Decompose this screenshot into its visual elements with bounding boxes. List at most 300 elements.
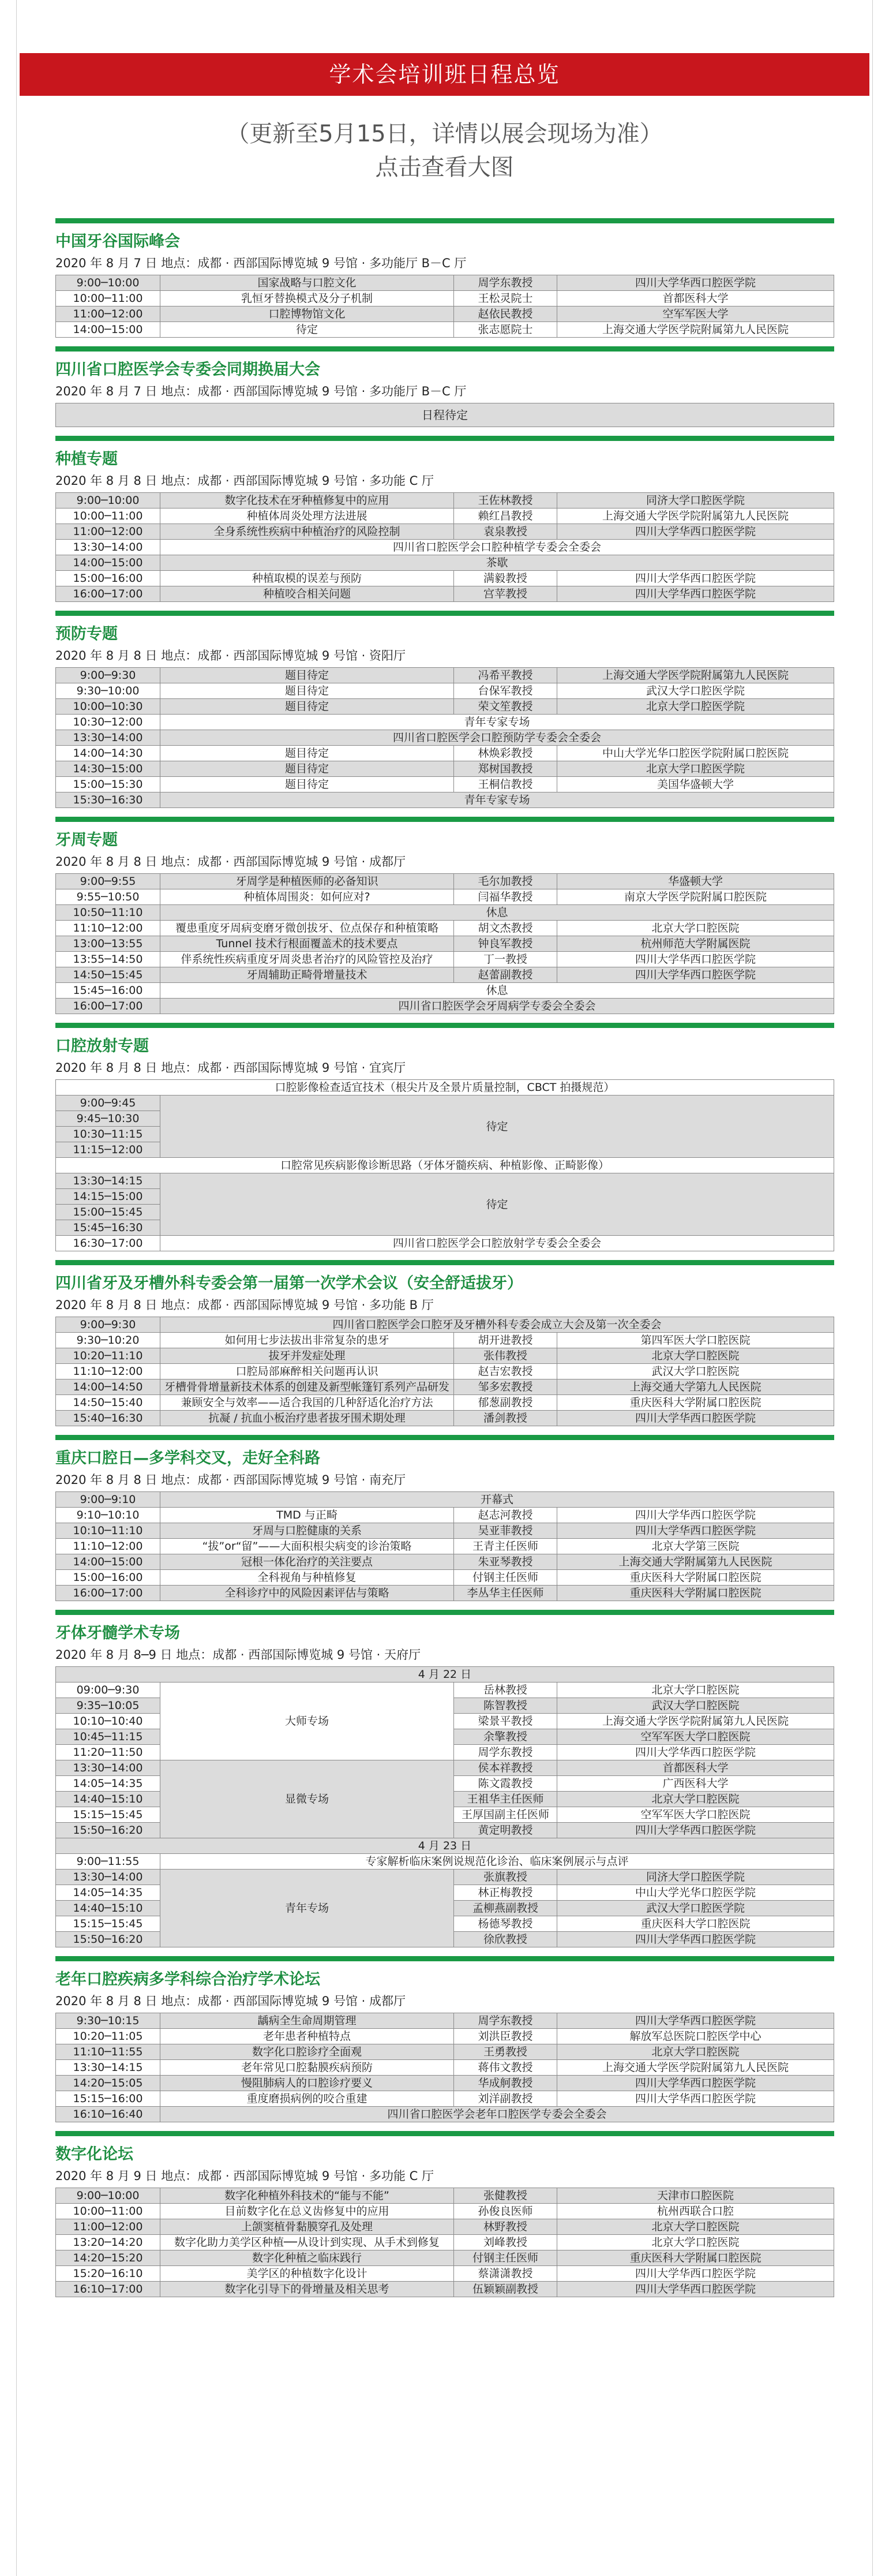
table-cell: 上海交通大学医学院附属第九人民医院: [557, 2060, 834, 2076]
schedule-section: [55, 2131, 834, 2297]
table-row: [56, 715, 834, 730]
table-cell: 休息: [160, 983, 834, 999]
table-cell: 兼顾安全与效率——适合我国的几种舒适化治疗方法: [160, 1395, 454, 1411]
pending-note: 日程待定: [55, 403, 834, 427]
table-cell: 拔牙并发症处理: [160, 1348, 454, 1364]
table-cell: 13:55─14:50: [56, 952, 160, 967]
table-cell: 天津市口腔医院: [557, 2188, 834, 2204]
table-cell: 种植体周围炎：如何应对?: [160, 889, 454, 905]
table-cell: 丁一教授: [454, 952, 557, 967]
table-row: [56, 291, 834, 306]
schedule-table: [55, 492, 834, 602]
table-row: [56, 1395, 834, 1411]
table-row: [56, 746, 834, 761]
table-row: [56, 1570, 834, 1586]
table-cell: 大师专场: [160, 1683, 454, 1760]
table-cell: 慢阻肺病人的口腔诊疗要义: [160, 2076, 454, 2091]
table-cell: 15:50─16:20: [56, 1932, 160, 1947]
table-cell: 刘洪臣教授: [454, 2029, 557, 2044]
table-row: [56, 983, 834, 999]
table-cell: 北京大学口腔医院: [557, 2235, 834, 2250]
table-cell: 14:15─15:00: [56, 1189, 160, 1205]
table-cell: 陈智教授: [454, 1698, 557, 1714]
table-cell: 武汉大学口腔医学院: [557, 1901, 834, 1916]
section-info: 2020 年 8 月 8 日 地点：成都 · 西部国际博览城 9 号馆 · 宜宾厅: [55, 1061, 406, 1075]
table-cell: 14:20─15:20: [56, 2250, 160, 2266]
section-divider: [55, 1956, 834, 1961]
table-cell: 北京大学口腔医院: [557, 1683, 834, 1698]
table-cell: 目前数字化在总义齿修复中的应用: [160, 2204, 454, 2219]
table-row: [56, 1586, 834, 1601]
table-cell: 16:10─17:00: [56, 2282, 160, 2297]
table-cell: 四川大学华西口腔医学院: [557, 1932, 834, 1947]
table-cell: 周学东教授: [454, 275, 557, 291]
table-cell: 13:30─14:00: [56, 540, 160, 555]
table-cell: 待定: [160, 1096, 834, 1158]
table-row: [56, 905, 834, 921]
table-cell: 伍颖颖副教授: [454, 2282, 557, 2297]
table-row: [56, 1539, 834, 1554]
table-cell: 10:00─11:00: [56, 291, 160, 306]
table-cell: 四川大学华西口腔医学院: [557, 524, 834, 540]
table-cell: 华盛顿大学: [557, 874, 834, 889]
table-cell: 青年专场: [160, 1870, 454, 1947]
table-cell: 王青主任医师: [454, 1539, 557, 1554]
view-large-link[interactable]: 点击查看大图: [375, 154, 514, 181]
table-row: [56, 524, 834, 540]
table-cell: 四川省口腔医学会口腔预防学专委会全委会: [160, 730, 834, 746]
table-cell: 16:00─17:00: [56, 1586, 160, 1601]
table-cell: 全身系统性疾病中种植治疗的风险控制: [160, 524, 454, 540]
table-cell: 孙俊良医师: [454, 2204, 557, 2219]
table-cell: 四川大学华西口腔医学院: [557, 586, 834, 602]
schedule-table: [55, 1079, 834, 1251]
table-cell: 四川大学华西口腔医学院: [557, 1411, 834, 1426]
table-cell: 四川大学华西口腔医学院: [557, 275, 834, 291]
table-cell: 11:10─12:00: [56, 1364, 160, 1379]
table-cell: 15:15─15:45: [56, 1916, 160, 1932]
table-cell: 16:00─17:00: [56, 999, 160, 1014]
table-cell: 郑树国教授: [454, 761, 557, 777]
table-cell: 15:00─16:00: [56, 571, 160, 586]
table-cell: 16:00─17:00: [56, 586, 160, 602]
table-cell: 台保军教授: [454, 683, 557, 699]
table-row: [56, 509, 834, 524]
table-cell: 刘峰教授: [454, 2235, 557, 2250]
table-cell: 15:00─16:00: [56, 1570, 160, 1586]
table-cell: 11:15─12:00: [56, 1142, 160, 1158]
table-cell: 空军军医大学口腔医院: [557, 1729, 834, 1745]
table-cell: 种植取模的误差与预防: [160, 571, 454, 586]
table-cell: 口腔影像检查适宜技术（根尖片及全景片质量控制，CBCT 拍摄规范）: [56, 1080, 834, 1096]
section-title: 老年口腔疾病多学科综合治疗学术论坛: [55, 1971, 320, 1988]
table-row: [56, 921, 834, 936]
table-cell: 林野教授: [454, 2219, 557, 2235]
table-cell: 上海交通大学医学院附属第九人民医院: [557, 668, 834, 683]
table-cell: 专家解析临床案例说规范化诊治、临床案例展示与点评: [160, 1854, 834, 1870]
table-cell: 老年患者种植特点: [160, 2029, 454, 2044]
section-divider: [55, 2131, 834, 2136]
table-cell: 青年专家专场: [160, 715, 834, 730]
table-cell: 付钢主任医师: [454, 1570, 557, 1586]
table-row: [56, 2029, 834, 2044]
table-row: [56, 1554, 834, 1570]
table-cell: 10:20─11:10: [56, 1348, 160, 1364]
schedule-section: [55, 1435, 834, 1601]
table-row: [56, 493, 834, 509]
table-cell: 上颌窦植骨黏膜穿孔及处理: [160, 2219, 454, 2235]
table-cell: 14:00─15:00: [56, 1554, 160, 1570]
table-cell: 口腔常见疾病影像诊断思路（牙体牙髓疾病、种植影像、正畸影像）: [56, 1158, 834, 1173]
schedule-table: [55, 2188, 834, 2297]
table-cell: 15:45─16:30: [56, 1220, 160, 1236]
table-row: [56, 2188, 834, 2204]
table-cell: 同济大学口腔医学院: [557, 493, 834, 509]
table-row: [56, 1854, 834, 1870]
table-cell: 第四军医大学口腔医院: [557, 1333, 834, 1348]
table-cell: 广西医科大学: [557, 1776, 834, 1792]
table-row: [56, 1317, 834, 1333]
table-cell: 美学区的种植数字化设计: [160, 2266, 454, 2282]
table-cell: 10:00─10:30: [56, 699, 160, 715]
table-cell: 郁葱副教授: [454, 1395, 557, 1411]
section-title: 牙体牙髓学术专场: [55, 1624, 180, 1642]
table-cell: 杨德琴教授: [454, 1916, 557, 1932]
table-row: [56, 1348, 834, 1364]
table-cell: 9:30─10:20: [56, 1333, 160, 1348]
table-cell: 四川大学华西口腔医学院: [557, 1523, 834, 1539]
table-cell: 牙周学是种植医师的必备知识: [160, 874, 454, 889]
table-row: [56, 571, 834, 586]
table-row: [56, 1667, 834, 1683]
table-cell: 15:20─16:10: [56, 2266, 160, 2282]
table-cell: 15:30─16:30: [56, 792, 160, 808]
table-cell: 北京大学口腔医学院: [557, 761, 834, 777]
table-row: [56, 1080, 834, 1096]
table-cell: 武汉大学口腔医院: [557, 1698, 834, 1714]
table-cell: 牙周辅助正畸骨增量技术: [160, 967, 454, 983]
table-cell: 10:00─11:00: [56, 2204, 160, 2219]
table-cell: 9:35─10:05: [56, 1698, 160, 1714]
section-info: 2020 年 8 月 8 日 地点：成都 · 西部国际博览城 9 号馆 · 南充厅: [55, 1473, 406, 1487]
table-cell: 解放军总医院口腔医学中心: [557, 2029, 834, 2044]
table-cell: 北京大学口腔医院: [557, 1348, 834, 1364]
table-cell: 四川大学华西口腔医学院: [557, 2282, 834, 2297]
table-row: [56, 540, 834, 555]
table-cell: Tunnel 技术行根面覆盖术的技术要点: [160, 936, 454, 952]
section-info: 2020 年 8 月 7 日 地点：成都 · 西部国际博览城 9 号馆 · 多功能厅 B－C 厅: [55, 384, 467, 398]
table-row: [56, 1411, 834, 1426]
table-cell: 王勇教授: [454, 2044, 557, 2060]
table-cell: 岳林教授: [454, 1683, 557, 1698]
table-cell: TMD 与正畸: [160, 1508, 454, 1523]
table-cell: 青年专家专场: [160, 792, 834, 808]
section-title: 牙周专题: [55, 831, 118, 849]
table-row: [56, 1492, 834, 1508]
table-cell: 潘剑教授: [454, 1411, 557, 1426]
table-cell: 四川大学华西口腔医学院: [557, 1823, 834, 1838]
table-cell: 9:10─10:10: [56, 1508, 160, 1523]
table-row: [56, 730, 834, 746]
table-cell: 赵吉宏教授: [454, 1364, 557, 1379]
section-title: 四川省牙及牙槽外科专委会第一届第一次学术会议（安全舒适拔牙）: [55, 1274, 523, 1292]
section-info: 2020 年 8 月 8 日 地点：成都 · 西部国际博览城 9 号馆 · 成都厅: [55, 1994, 406, 2008]
section-title: 预防专题: [55, 625, 118, 643]
table-cell: 华成舸教授: [454, 2076, 557, 2091]
table-cell: 10:50─11:10: [56, 905, 160, 921]
table-cell: 牙槽骨骨增量新技术体系的创建及新型帐篷钉系列产品研发: [160, 1379, 454, 1395]
table-cell: 黄定明教授: [454, 1823, 557, 1838]
table-row: [56, 2076, 834, 2091]
table-cell: 口腔局部麻醉相关问题再认识: [160, 1364, 454, 1379]
schedule-table: [55, 1317, 834, 1426]
table-cell: 15:50─16:20: [56, 1823, 160, 1838]
table-cell: 张健教授: [454, 2188, 557, 2204]
table-cell: 四川省口腔医学会口腔牙及牙槽外科专委会成立大会及第一次全委会: [160, 1317, 834, 1333]
table-cell: 13:30─14:00: [56, 1870, 160, 1885]
section-title: 种植专题: [55, 450, 118, 468]
section-info: 2020 年 8 月 8 日 地点：成都 · 西部国际博览城 9 号馆 · 多功能 B 厅: [55, 1298, 434, 1312]
table-cell: 14:30─15:00: [56, 761, 160, 777]
table-row: [56, 2204, 834, 2219]
table-cell: 王厚国副主任医师: [454, 1807, 557, 1823]
schedule-table: [55, 1666, 834, 1947]
table-cell: 四川大学华西口腔医学院: [557, 2076, 834, 2091]
table-cell: 空军军医大学: [557, 306, 834, 322]
table-cell: 余擎教授: [454, 1729, 557, 1745]
table-row: [56, 586, 834, 602]
table-cell: 15:45─16:00: [56, 983, 160, 999]
table-cell: 14:40─15:10: [56, 1792, 160, 1807]
table-cell: 付钢主任医师: [454, 2250, 557, 2266]
table-row: [56, 275, 834, 291]
table-cell: 16:10─16:40: [56, 2107, 160, 2122]
table-cell: 10:10─10:40: [56, 1714, 160, 1729]
table-cell: 11:10─12:00: [56, 921, 160, 936]
table-cell: 题目待定: [160, 761, 454, 777]
section-info: 2020 年 8 月 7 日 地点：成都 · 西部国际博览城 9 号馆 · 多功能厅 B－C 厅: [55, 256, 467, 270]
table-cell: “拔”or“留”——大面积根尖病变的诊治策略: [160, 1539, 454, 1554]
table-cell: 四川大学华西口腔医学院: [557, 967, 834, 983]
table-cell: 数字化种植外科技术的“能与不能”: [160, 2188, 454, 2204]
table-cell: 题目待定: [160, 777, 454, 792]
table-cell: 上海交通大学医学院附属第九人民医院: [557, 322, 834, 338]
table-cell: 抗凝 / 抗血小板治疗患者拔牙围术期处理: [160, 1411, 454, 1426]
table-row: [56, 699, 834, 715]
table-cell: 数字化引导下的骨增量及相关思考: [160, 2282, 454, 2297]
schedule-section: [55, 1023, 834, 1251]
table-cell: 9:00─9:30: [56, 668, 160, 683]
table-row: [56, 1096, 834, 1111]
table-cell: 四川大学华西口腔医学院: [557, 2013, 834, 2029]
table-row: [56, 555, 834, 571]
table-cell: 王佐林教授: [454, 493, 557, 509]
table-row: [56, 2013, 834, 2029]
section-title: 重庆口腔日—多学科交叉，走好全科路: [55, 1449, 320, 1467]
schedule-table: [55, 873, 834, 1014]
table-cell: 闫福华教授: [454, 889, 557, 905]
table-cell: 9:55─10:50: [56, 889, 160, 905]
table-cell: 11:20─11:50: [56, 1745, 160, 1760]
table-cell: 宫苹教授: [454, 586, 557, 602]
table-cell: 15:40─16:30: [56, 1411, 160, 1426]
table-row: [56, 999, 834, 1014]
schedule-table: [55, 275, 834, 338]
table-cell: 重庆医科大学附属口腔医院: [557, 1586, 834, 1601]
table-row: [56, 1236, 834, 1251]
table-cell: 朱亚琴教授: [454, 1554, 557, 1570]
table-row: [56, 792, 834, 808]
table-cell: 全科诊疗中的风险因素评估与策略: [160, 1586, 454, 1601]
schedule-section: [55, 1260, 834, 1426]
table-cell: 四川大学华西口腔医学院: [557, 952, 834, 967]
table-cell: 王祖华主任医师: [454, 1792, 557, 1807]
table-cell: 种植咬合相关问题: [160, 586, 454, 602]
table-cell: 陈文霞教授: [454, 1776, 557, 1792]
table-cell: 张志愿院士: [454, 322, 557, 338]
table-cell: 李丛华主任医师: [454, 1586, 557, 1601]
table-cell: 重庆医科大学口腔医院: [557, 1916, 834, 1932]
table-cell: 武汉大学口腔医院: [557, 1364, 834, 1379]
table-cell: 袁泉教授: [454, 524, 557, 540]
table-cell: 杭州师范大学附属医院: [557, 936, 834, 952]
table-cell: 题目待定: [160, 683, 454, 699]
table-cell: 上海交通大学医学院附属第九人民医院: [557, 1714, 834, 1729]
table-cell: 梁景平教授: [454, 1714, 557, 1729]
table-cell: 周学东教授: [454, 2013, 557, 2029]
table-cell: 休息: [160, 905, 834, 921]
table-cell: 14:50─15:40: [56, 1395, 160, 1411]
table-cell: 赵志河教授: [454, 1508, 557, 1523]
table-row: [56, 1760, 834, 1776]
table-cell: 茶歇: [160, 555, 834, 571]
section-title: 口腔放射专题: [55, 1037, 149, 1055]
table-cell: 9:00─10:00: [56, 275, 160, 291]
table-row: [56, 1333, 834, 1348]
table-cell: 全科视角与种植修复: [160, 1570, 454, 1586]
table-cell: 伴系统性疾病重度牙周炎患者治疗的风险管控及治疗: [160, 952, 454, 967]
table-cell: 11:00─12:00: [56, 524, 160, 540]
section-divider: [55, 1435, 834, 1440]
table-cell: 张伟教授: [454, 1348, 557, 1364]
table-row: [56, 1364, 834, 1379]
schedule-table: [55, 2013, 834, 2122]
table-cell: 11:00─12:00: [56, 306, 160, 322]
table-cell: 09:00─9:30: [56, 1683, 160, 1698]
section-info: 2020 年 8 月 9 日 地点：成都 · 西部国际博览城 9 号馆 · 多功能 C 厅: [55, 2169, 434, 2183]
table-cell: 9:30─10:00: [56, 683, 160, 699]
table-cell: 徐欣教授: [454, 1932, 557, 1947]
table-cell: 9:00─9:55: [56, 874, 160, 889]
table-cell: 四川大学华西口腔医学院: [557, 2091, 834, 2107]
table-cell: 15:00─15:30: [56, 777, 160, 792]
table-row: [56, 1158, 834, 1173]
table-cell: 胡文杰教授: [454, 921, 557, 936]
table-cell: 刘洋副教授: [454, 2091, 557, 2107]
table-cell: 美国华盛顿大学: [557, 777, 834, 792]
section-title: 四川省口腔医学会专委会同期换届大会: [55, 361, 320, 379]
table-cell: 数字化种植之临床践行: [160, 2250, 454, 2266]
section-divider: [55, 218, 834, 223]
table-cell: 冯希平教授: [454, 668, 557, 683]
table-cell: 四川大学华西口腔医学院: [557, 571, 834, 586]
table-cell: 四川省口腔医学会口腔种植学专委会全委会: [160, 540, 834, 555]
table-cell: 13:20─14:20: [56, 2235, 160, 2250]
table-cell: 北京大学口腔医学院: [557, 699, 834, 715]
section-title: 中国牙谷国际峰会: [55, 233, 180, 251]
table-cell: 杭州西联合口腔: [557, 2204, 834, 2219]
table-cell: 9:00─10:00: [56, 493, 160, 509]
table-cell: 14:05─14:35: [56, 1776, 160, 1792]
table-cell: 9:45─10:30: [56, 1111, 160, 1127]
table-cell: 数字化助力美学区种植──从设计到实现、从手术到修复: [160, 2235, 454, 2250]
table-cell: 显微专场: [160, 1760, 454, 1838]
table-cell: 周学东教授: [454, 1745, 557, 1760]
table-cell: 四川省口腔医学会牙周病学专委会全委会: [160, 999, 834, 1014]
table-row: [56, 2219, 834, 2235]
table-cell: 牙周与口腔健康的关系: [160, 1523, 454, 1539]
table-cell: 15:15─16:00: [56, 2091, 160, 2107]
section-info: 2020 年 8 月 8 日 地点：成都 · 西部国际博览城 9 号馆 · 成都厅: [55, 855, 406, 869]
schedule-section: [55, 346, 834, 427]
table-cell: 林焕彩教授: [454, 746, 557, 761]
table-cell: 10:00─11:00: [56, 509, 160, 524]
table-row: [56, 2091, 834, 2107]
table-row: [56, 683, 834, 699]
table-cell: 荣文笙教授: [454, 699, 557, 715]
table-cell: 孟柳燕副教授: [454, 1901, 557, 1916]
table-row: [56, 306, 834, 322]
table-cell: 武汉大学口腔医学院: [557, 683, 834, 699]
table-cell: 张旗教授: [454, 1870, 557, 1885]
table-row: [56, 761, 834, 777]
table-cell: 上海交通大学第九人民医院: [557, 1379, 834, 1395]
table-cell: 13:30─14:00: [56, 1760, 160, 1776]
table-cell: 11:10─11:55: [56, 2044, 160, 2060]
table-cell: 13:00─13:55: [56, 936, 160, 952]
table-cell: 15:15─15:45: [56, 1807, 160, 1823]
schedule-table: [55, 1491, 834, 1601]
schedule-section: [55, 1956, 834, 2122]
table-cell: 口腔博物馆文化: [160, 306, 454, 322]
table-cell: 北京大学口腔医院: [557, 2219, 834, 2235]
table-cell: 题目待定: [160, 746, 454, 761]
table-cell: 4 月 23 日: [56, 1838, 834, 1854]
table-cell: 侯本祥教授: [454, 1760, 557, 1776]
schedule-table: [55, 667, 834, 808]
table-row: [56, 2250, 834, 2266]
section-divider: [55, 1260, 834, 1265]
table-cell: 数字化技术在牙种植修复中的应用: [160, 493, 454, 509]
table-cell: 同济大学口腔医学院: [557, 1870, 834, 1885]
table-cell: 14:40─15:10: [56, 1901, 160, 1916]
table-cell: 中山大学光华口腔医学院: [557, 1885, 834, 1901]
table-row: [56, 1379, 834, 1395]
table-cell: 北京大学口腔医院: [557, 2044, 834, 2060]
table-cell: 四川省口腔医学会口腔放射学专委会全委会: [160, 1236, 834, 1251]
table-cell: 上海交通大学附属第九人民医院: [557, 1554, 834, 1570]
table-cell: 数字化口腔诊疗全面观: [160, 2044, 454, 2060]
section-info: 2020 年 8 月 8 日 地点：成都 · 西部国际博览城 9 号馆 · 多功能 C 厅: [55, 474, 434, 488]
table-row: [56, 889, 834, 905]
section-divider: [55, 436, 834, 441]
table-cell: 覆患重度牙周病变磨牙微创拔牙、位点保存和种植策略: [160, 921, 454, 936]
section-divider: [55, 346, 834, 352]
table-cell: 赵蕾副教授: [454, 967, 557, 983]
section-divider: [55, 611, 834, 616]
table-cell: 13:30─14:15: [56, 2060, 160, 2076]
table-row: [56, 2266, 834, 2282]
